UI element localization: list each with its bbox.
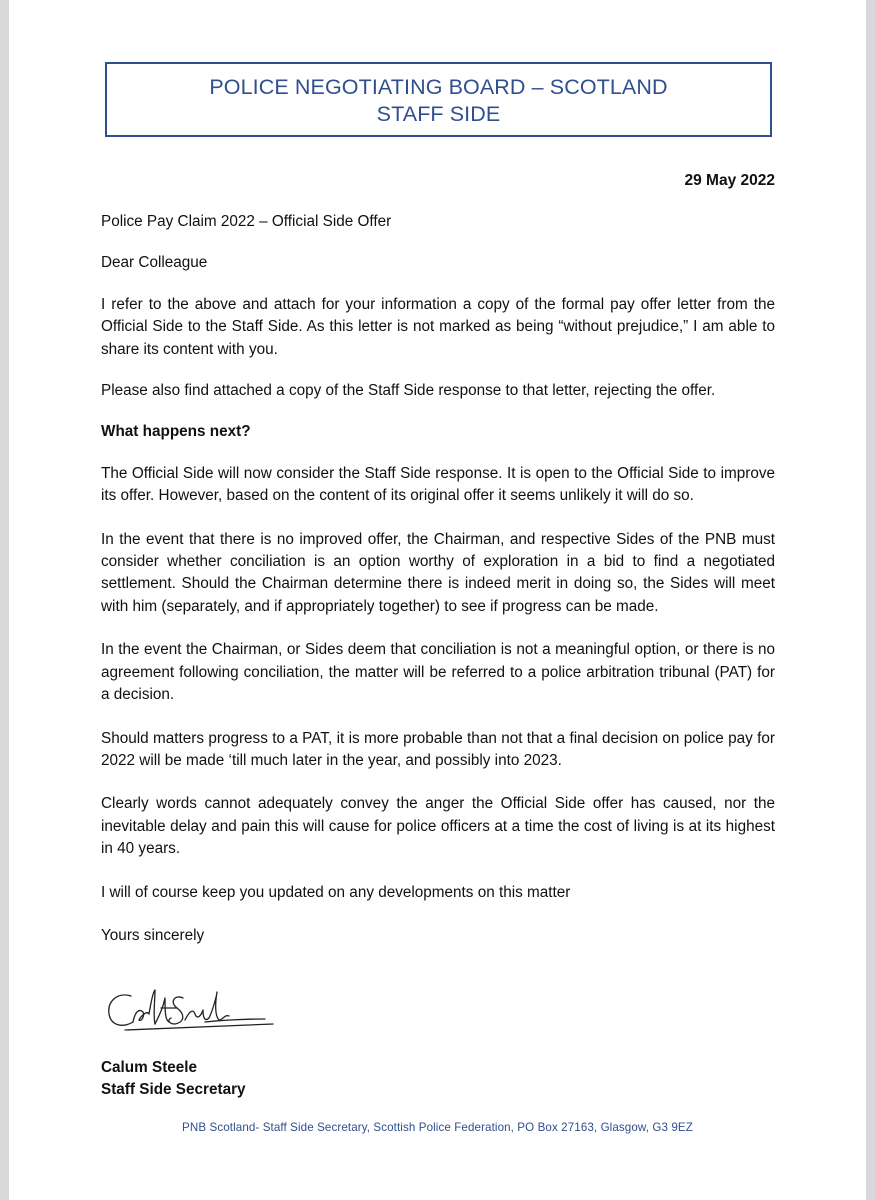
signer-block (101, 1057, 246, 1101)
letter-date: 29 May 2022 (684, 172, 775, 189)
paragraph-7: Clearly words cannot adequately convey the anger the Official Side offer has caused, nor the inevitable delay and pain this will cause for police officers at a time the cost of living is at its highest in 40 years. (101, 795, 775, 858)
paragraph-1: I refer to the above and attach for your information a copy of the formal pay offer letter from the Official Side to the Staff Side. As this letter is not marked as being “without prejudice,” I am able to share its content with you. (101, 295, 775, 358)
letterhead-box (105, 62, 772, 137)
section-heading: What happens next? (101, 423, 251, 441)
paragraph-6: Should matters progress to a PAT, it is more probable than not that a final decision on police pay for 2022 will be made ‘till much later in the year, and possibly into 2023. (101, 729, 775, 769)
letter-page (9, 0, 866, 1200)
letter-body (101, 211, 775, 947)
letter-subject: Police Pay Claim 2022 – Official Side Offer (101, 213, 392, 230)
letterhead-title: POLICE NEGOTIATING BOARD – SCOTLAND (209, 75, 668, 99)
handwritten-signature (105, 986, 277, 1038)
paragraph-5: In the event the Chairman, or Sides deem that conciliation is not a meaningful option, or there is no agreement following conciliation, the matter will be referred to a police arbitration tribunal (PAT) for a decision. (101, 641, 775, 704)
signer-name: Calum Steele (101, 1059, 198, 1076)
salutation: Dear Colleague (101, 254, 208, 272)
paragraph-4: In the event that there is no improved offer, the Chairman, and respective Sides of the PNB must consider whether conciliation is an option worthy of exploration in a bid to find a negotiated settlement. Should the Chairman determine there is indeed merit in doing so, the Sides will meet with him (separately, and if appropriately together) to see if progress can be made. (101, 530, 775, 615)
letterhead-subtitle: STAFF SIDE (376, 102, 501, 126)
paragraph-2: Please also find attached a copy of the Staff Side response to that letter, rejecting the offer. (101, 382, 716, 400)
paragraph-8: I will of course keep you updated on any developments on this matter (101, 883, 571, 901)
signer-title: Staff Side Secretary (101, 1081, 246, 1098)
letter-footer: PNB Scotland- Staff Side Secretary, Scottish Police Federation, PO Box 27163, Glasgow, G3 9EZ (182, 1121, 693, 1134)
paragraph-3: The Official Side will now consider the Staff Side response. It is open to the Official Side to improve its offer. However, based on the content of its original offer it seems unlikely it will do so. (101, 464, 775, 505)
closing: Yours sincerely (101, 926, 205, 944)
